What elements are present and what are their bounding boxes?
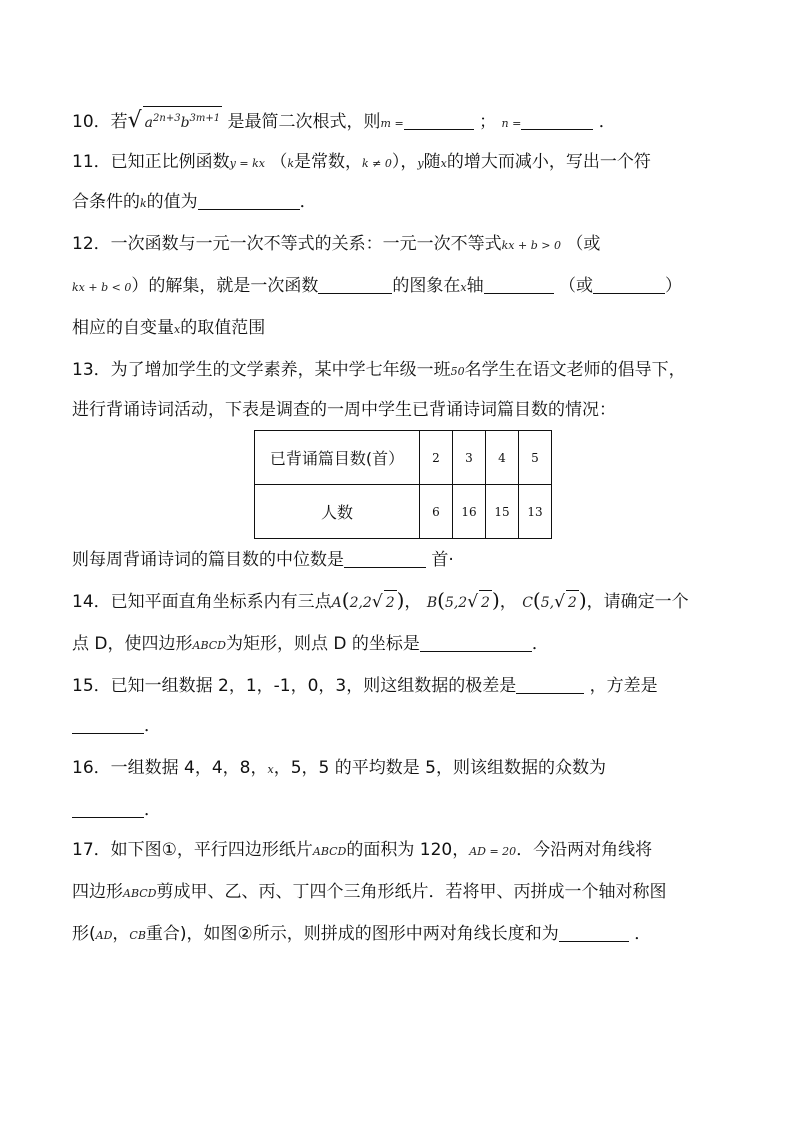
answer-blank-k[interactable]: [198, 191, 300, 210]
answer-blank-median[interactable]: [344, 549, 426, 568]
var-k: k: [287, 157, 295, 170]
table-row: [255, 431, 552, 485]
question-12-line-3: [72, 316, 265, 342]
question-16-line-1: [72, 756, 606, 782]
question-13-line-1: [72, 358, 686, 384]
question-12-line-1: [72, 232, 600, 258]
q12-text: （或: [566, 234, 601, 254]
q16-text: ，5，5 的平均数是 5，则该组数据的众数为: [273, 758, 606, 778]
point-c-label: C: [522, 595, 533, 611]
q12-text: ）的解集，就是一次函数: [131, 276, 319, 296]
question-11-line-1: [72, 150, 651, 176]
q17-text: ，: [112, 924, 130, 944]
q14-text: 14．已知平面直角坐标系内有三点: [72, 592, 332, 612]
q14-text: 点 D，使四边形: [72, 634, 193, 654]
q15-text: ，方差是: [589, 676, 658, 696]
question-17-line-1: [72, 838, 652, 864]
var-m: m =: [380, 117, 404, 130]
point-c-coord: 5,: [540, 595, 555, 611]
question-10: [72, 106, 616, 136]
q11-end: ．: [299, 192, 317, 212]
length-ad: AD = 20: [469, 845, 517, 858]
question-11-line-2: [72, 190, 317, 216]
point-c-radicand: 2: [566, 590, 579, 615]
q13-text: 进行背诵诗词活动，下表是调查的一周中学生已背诵诗词篇目数的情况：: [72, 400, 616, 420]
q17-text: 17．如下图①，平行四边形纸片: [72, 840, 313, 860]
point-b-label: B: [426, 595, 438, 611]
q14-sep: ，: [499, 592, 517, 612]
q10-mid: 是最简二次根式，则: [227, 112, 381, 132]
question-13-line-3: [72, 548, 454, 572]
q11-text: 随: [423, 152, 441, 172]
var-y: y: [417, 157, 424, 170]
point-a-radicand: 2: [384, 590, 397, 615]
table-cell: 5: [519, 431, 552, 485]
answer-blank-n[interactable]: [521, 111, 593, 130]
q13-text: 首·: [431, 550, 454, 570]
quad-abcd: ABCD: [312, 845, 347, 858]
question-14-line-2: [72, 632, 549, 658]
q17-end: ．: [634, 924, 652, 944]
q14-sep: ，: [404, 592, 422, 612]
var-n: n =: [501, 117, 522, 130]
var-k: k: [140, 197, 147, 210]
q14-text: 为矩形，则点 D 的坐标是: [225, 634, 420, 654]
question-17-line-3: [72, 922, 651, 948]
point-a-coord: 2,2: [349, 595, 372, 611]
quad-abcd: ABCD: [192, 639, 226, 652]
q16-end: ．: [144, 800, 161, 820]
student-count: 50: [450, 365, 465, 378]
condition-expr: k ≠ 0: [362, 157, 392, 170]
question-15-line-1: [72, 674, 658, 698]
q15-end: ．: [144, 716, 161, 736]
radicand: $a^{2n+3}b^{3m+1}$: [143, 106, 222, 135]
q12-text: 的取值范围: [180, 318, 266, 338]
q11-text: 的增大而减小，写出一个符: [446, 152, 651, 172]
answer-blank-function[interactable]: [318, 275, 392, 294]
q12-text: ）: [664, 276, 682, 296]
radical-expression: √ $a^{2n+3}b^{3m+1}$: [127, 108, 221, 133]
point-a-label: A: [331, 595, 342, 611]
question-14-line-1: 14．已知平面直角坐标系内有三点A(2,2√ 2 )， B(5,2√ 2 )， C(5,√ 2 )，请确定一个: [72, 588, 689, 615]
q13-text: 则每周背诵诗词的篇目数的中位数是: [72, 550, 344, 570]
q11-text: 合条件的: [72, 192, 140, 212]
q10-end: ．: [598, 112, 616, 132]
question-12-line-2: [72, 274, 682, 300]
q14-text: ，请确定一个: [586, 592, 689, 612]
q13-text: 名学生在语文老师的倡导下，: [464, 360, 686, 380]
q17-text: 重合)，如图②所示，则拼成的图形中两对角线长度和为: [145, 924, 559, 944]
q12-text: 12．一次函数与一元一次不等式的关系：一元一次不等式: [72, 234, 502, 254]
table-row: [255, 485, 552, 539]
q12-text: 的图象在: [392, 276, 461, 296]
question-17-line-2: [72, 880, 666, 906]
table-cell: 13: [519, 485, 552, 539]
q17-text: ．今沿两对角线将: [516, 840, 653, 860]
answer-blank-axis-2[interactable]: [593, 275, 665, 294]
inequality-1: kx + b > 0: [501, 239, 561, 252]
answer-blank-point-d[interactable]: [420, 633, 532, 652]
answer-blank-mode[interactable]: [72, 799, 144, 818]
table-header-cell: 已背诵篇目数(首）: [255, 431, 420, 485]
segment-ad: AD: [95, 929, 113, 942]
question-13-line-2: [72, 398, 616, 422]
question-16-line-2: [72, 798, 161, 822]
var-x: x: [460, 281, 467, 294]
q15-text: 15．已知一组数据 2，1，-1，0，3，则这组数据的极差是: [72, 676, 517, 696]
table-cell: 6: [420, 485, 453, 539]
table-cell: 2: [420, 431, 453, 485]
answer-blank-m[interactable]: [404, 111, 474, 130]
q17-text: 四边形: [72, 882, 123, 902]
inequality-2: kx + b < 0: [72, 281, 132, 294]
q12-text: 相应的自变量: [72, 318, 174, 338]
q10-prefix: 10．若: [72, 112, 128, 132]
q11-paren: （: [270, 152, 288, 172]
point-b-radicand: 2: [479, 590, 492, 615]
q17-text: 剪成甲、乙、丙、丁四个三角形纸片．若将甲、丙拼成一个轴对称图: [156, 882, 667, 902]
q17-text: 的面积为 120，: [346, 840, 470, 860]
q16-text: 16．一组数据 4，4，8，: [72, 758, 268, 778]
table-cell: 16: [453, 485, 486, 539]
q11-text: 的值为: [146, 192, 198, 212]
quad-abcd: ABCD: [123, 887, 157, 900]
q17-text: 形(: [72, 924, 96, 944]
question-15-line-2: [72, 714, 161, 738]
var-x: x: [174, 323, 181, 336]
q11-text: 11．已知正比例函数: [72, 152, 230, 172]
q14-end: ．: [531, 634, 549, 654]
q12-text: 轴: [466, 276, 484, 296]
answer-blank-range[interactable]: [516, 675, 584, 694]
survey-table: [254, 430, 552, 539]
table-header-cell: 人数: [255, 485, 420, 539]
q12-text: （或: [558, 276, 593, 296]
q10-sep: ；: [479, 112, 497, 132]
segment-cb: CB: [129, 929, 146, 942]
q13-text: 13．为了增加学生的文学素养，某中学七年级一班: [72, 360, 451, 380]
table-cell: 3: [453, 431, 486, 485]
var-x: x: [267, 763, 274, 776]
table-cell: 15: [486, 485, 519, 539]
q11-text: ），: [391, 152, 418, 172]
answer-blank-diagonals[interactable]: [559, 923, 629, 942]
function-expr: y = kx: [229, 157, 265, 170]
answer-blank-axis-1[interactable]: [484, 275, 554, 294]
var-x: x: [440, 157, 447, 170]
table-cell: 4: [486, 431, 519, 485]
point-b-coord: 5,2: [444, 595, 468, 611]
q11-text: 是常数，: [294, 152, 363, 172]
answer-blank-variance[interactable]: [72, 715, 144, 734]
